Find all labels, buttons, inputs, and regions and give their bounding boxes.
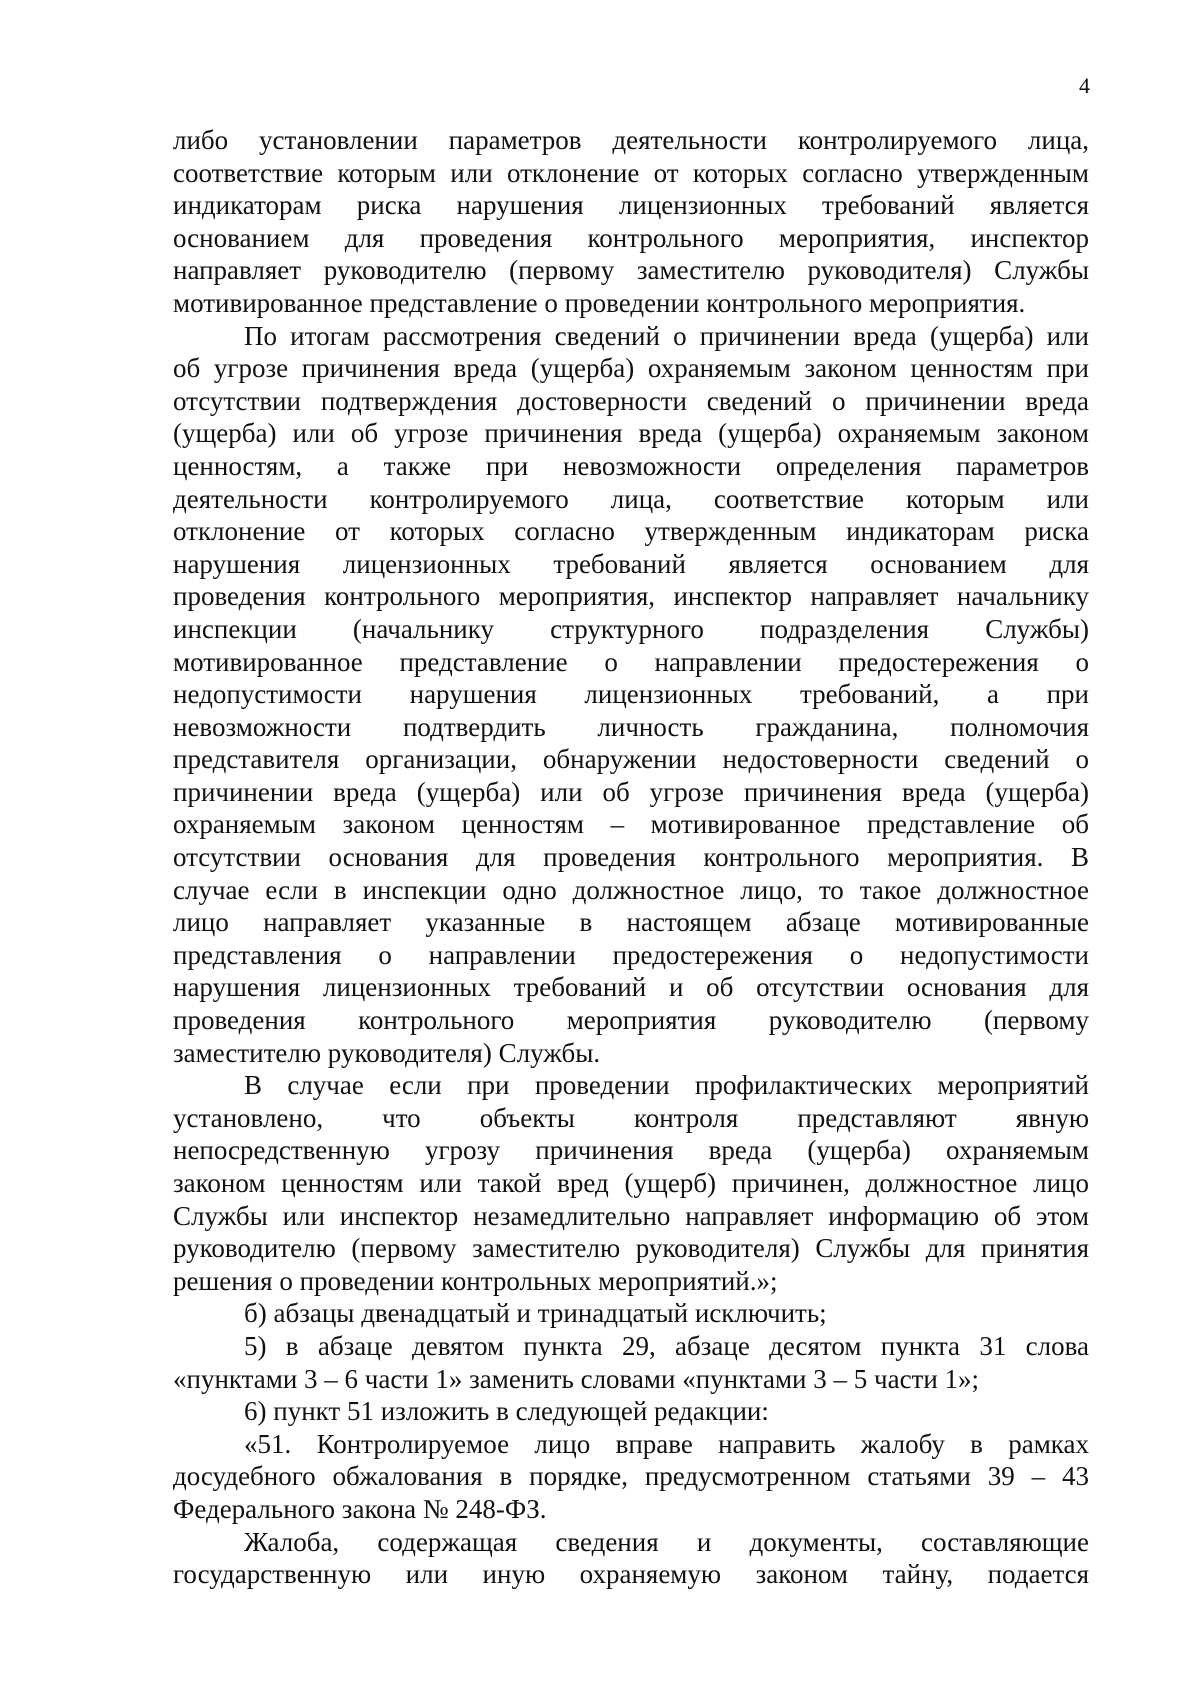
- text-line: деятельности контролируемого лица, соответствие которым или: [173, 483, 1089, 514]
- paragraph: [173, 1526, 1089, 1591]
- document-body: [173, 124, 1089, 1591]
- text-line: нарушения лицензионных требований и об отсутствии основания для: [173, 972, 1089, 1003]
- text-line: представителя организации, обнаружении недостоверности сведений о: [173, 744, 1089, 775]
- text-line: индикаторам риска нарушения лицензионных требований является: [173, 190, 1089, 221]
- paragraph: [173, 320, 1089, 1070]
- paragraph: [173, 1297, 1089, 1330]
- text-line: (ущерба) или об угрозе причинения вреда (ущерба) охраняемым законом: [173, 418, 1089, 449]
- text-line: охраняемым законом ценностям – мотивированное представление об: [173, 809, 1089, 840]
- text-line: 5) в абзаце девятом пункта 29, абзаце десятом пункта 31 слова: [244, 1330, 1089, 1361]
- text-line: невозможности подтвердить личность гражданина, полномочия: [173, 711, 1089, 742]
- text-line: руководителю (первому заместителю руководителя) Службы для принятия: [173, 1233, 1089, 1264]
- text-line: «пунктами 3 – 6 части 1» заменить словами «пунктами 3 – 5 части 1»;: [173, 1363, 980, 1394]
- text-line: непосредственную угрозу причинения вреда (ущерба) охраняемым: [173, 1135, 1089, 1166]
- text-line: Федерального закона № 248-ФЗ.: [173, 1493, 547, 1524]
- text-line: инспекции (начальнику структурного подразделения Службы): [173, 613, 1089, 644]
- text-line: соответствие которым или отклонение от которых согласно утвержденным: [173, 157, 1089, 188]
- text-line: проведения контрольного мероприятия руководителю (первому: [173, 1005, 1089, 1036]
- text-line: решения о проведении контрольных мероприятий.»;: [173, 1265, 778, 1296]
- text-line: основанием для проведения контрольного мероприятия, инспектор: [173, 222, 1089, 253]
- text-line: б) абзацы двенадцатый и тринадцатый исключить;: [244, 1298, 827, 1329]
- text-line: заместителю руководителя) Службы.: [173, 1037, 601, 1068]
- page-number: 4: [1079, 73, 1090, 98]
- text-line: отклонение от которых согласно утвержденным индикаторам риска: [173, 516, 1089, 547]
- paragraph: [173, 124, 1089, 320]
- text-line: лицо направляет указанные в настоящем абзаце мотивированные: [173, 907, 1089, 938]
- text-line: 6) пункт 51 изложить в следующей редакции:: [244, 1396, 769, 1427]
- paragraph: [173, 1395, 1089, 1428]
- text-line: причинении вреда (ущерба) или об угрозе причинения вреда (ущерба): [173, 776, 1089, 807]
- text-line: отсутствии подтверждения достоверности сведений о причинении вреда: [173, 385, 1089, 416]
- text-line: Жалоба, содержащая сведения и документы, составляющие: [244, 1526, 1089, 1557]
- text-line: мотивированное представление о направлении предостережения о: [173, 646, 1089, 677]
- text-line: направляет руководителю (первому заместителю руководителя) Службы: [173, 255, 1089, 286]
- text-line: ценностям, а также при невозможности определения параметров: [173, 450, 1089, 481]
- paragraph: [173, 1330, 1089, 1395]
- paragraph: [173, 1428, 1089, 1526]
- text-line: либо установлении параметров деятельности контролируемого лица,: [173, 125, 1089, 155]
- text-line: По итогам рассмотрения сведений о причинении вреда (ущерба) или: [244, 320, 1089, 351]
- text-line: проведения контрольного мероприятия, инспектор направляет начальнику: [173, 581, 1089, 612]
- text-line: мотивированное представление о проведении контрольного мероприятия.: [173, 287, 1026, 318]
- text-line: государственную или иную охраняемую законом тайну, подается: [173, 1559, 1089, 1590]
- text-line: В случае если при проведении профилактических мероприятий: [244, 1070, 1089, 1101]
- text-line: Службы или инспектор незамедлительно направляет информацию об этом: [173, 1200, 1089, 1231]
- text-line: установлено, что объекты контроля представляют явную: [173, 1102, 1089, 1133]
- text-line: законом ценностям или такой вред (ущерб) причинен, должностное лицо: [173, 1168, 1089, 1198]
- text-line: отсутствии основания для проведения контрольного мероприятия. В: [173, 842, 1089, 873]
- text-line: недопустимости нарушения лицензионных требований, а при: [173, 679, 1089, 710]
- text-line: нарушения лицензионных требований является основанием для: [173, 548, 1089, 579]
- text-line: случае если в инспекции одно должностное лицо, то такое должностное: [173, 874, 1089, 905]
- paragraph: [173, 1069, 1089, 1297]
- text-line: досудебного обжалования в порядке, предусмотренном статьями 39 – 43: [173, 1461, 1089, 1492]
- text-line: «51. Контролируемое лицо вправе направить жалобу в рамках: [244, 1428, 1089, 1459]
- text-line: об угрозе причинения вреда (ущерба) охраняемым законом ценностям при: [173, 353, 1089, 384]
- text-line: представления о направлении предостережения о недопустимости: [173, 939, 1089, 970]
